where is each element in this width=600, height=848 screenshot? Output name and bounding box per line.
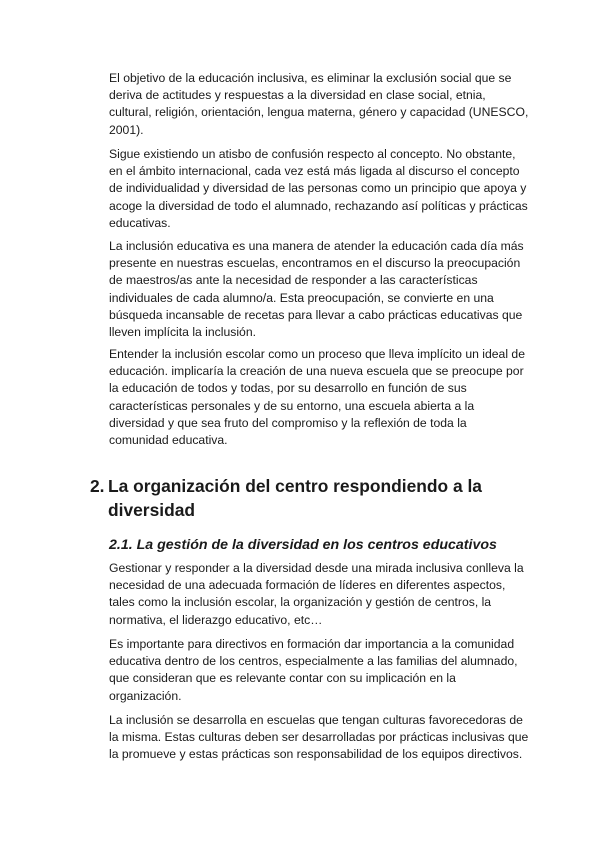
section-title: La organización del centro respondiendo a la diversidad bbox=[108, 476, 482, 520]
paragraph-managing-diversity: Gestionar y responder a la diversidad desde una mirada inclusiva conlleva la necesidad de una adecuada formación de líderes en diferentes aspectos, tales como la inclusión escolar, la organización y gestión de centros, la normativa, el liderazgo educativo, etc… bbox=[109, 561, 524, 627]
section-number: 2. bbox=[90, 476, 105, 496]
subsection-2-1-heading: 2.1. La gestión de la diversidad en los centros educativos bbox=[109, 537, 497, 553]
paragraph-educational-community: Es importante para directivos en formación dar importancia a la comunidad educativa dentro de los centros, especialmente a las familias del alumnado, que consideran que es relevante contar con su implicación en la organización. bbox=[109, 637, 518, 703]
paragraph-inclusive-education-goal: El objetivo de la educación inclusiva, es eliminar la exclusión social que se deriva de actitudes y respuestas a la diversidad en clase social, etnia, cultural, religión, orientación, lengua materna, género y capacidad (UNESCO, 2001). bbox=[109, 71, 529, 137]
section-2-heading bbox=[90, 474, 530, 522]
paragraph-school-inclusion-process: Entender la inclusión escolar como un proceso que lleva implícito un ideal de educación. implicaría la creación de una nueva escuela que se preocupe por la educación de todos y todas, por su desarrollo en función de sus características personales y de su entorno, una escuela abierta a la diversidad y que sea fruto del compromiso y la reflexión de toda la comunidad educativa. bbox=[109, 347, 525, 448]
paragraph-inclusive-cultures: La inclusión se desarrolla en escuelas que tengan culturas favorecedoras de la misma. Estas culturas deben ser desarrolladas por prácticas inclusivas que la promueve y estas prácticas son responsabilidad de los equipos directivos. bbox=[109, 713, 529, 762]
paragraph-concept-confusion: Sigue existiendo un atisbo de confusión respecto al concepto. No obstante, en el ámbito internacional, cada vez está más ligada al discurso el concepto de individualidad y diversidad de las personas como un principio que apoya y acoge la diversidad de todo el alumnado, rechazando así políticas y prácticas educativas. bbox=[109, 147, 528, 230]
paragraph-educational-inclusion: La inclusión educativa es una manera de atender la educación cada día más presente en nuestras escuelas, encontramos en el discurso la preocupación de maestros/as ante la necesidad de responder a las características individuales de cada alumno/a. Esta preocupación, se convierte en una búsqueda incansable de recetas para llevar a cabo prácticas educativas que lleven implícita la inclusión. bbox=[109, 239, 524, 340]
